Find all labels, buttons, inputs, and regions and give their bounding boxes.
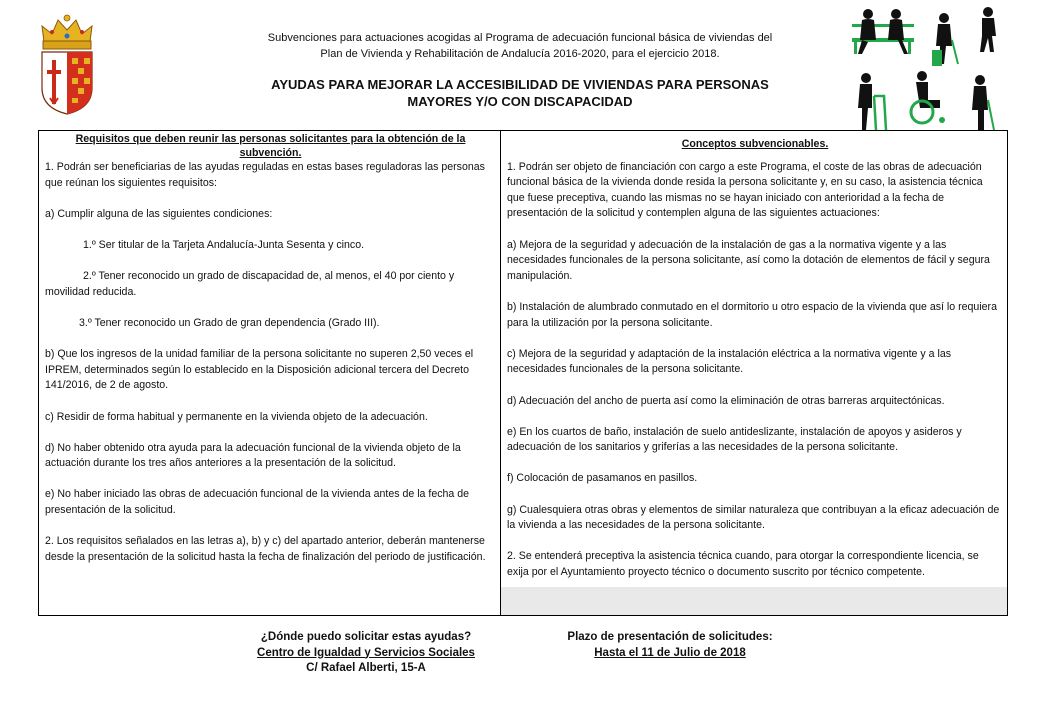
- municipal-crest-icon: [36, 12, 98, 116]
- title-line-1: AYUDAS PARA MEJORAR LA ACCESIBILIDAD DE VIVIENDAS PARA PERSONAS: [271, 77, 769, 92]
- title-line-2: MAYORES Y/O CON DISCAPACIDAD: [407, 94, 633, 109]
- subtitle-line-1: Subvenciones para actuaciones acogidas al Programa de adecuación funcional básica de viviendas del: [267, 32, 773, 44]
- concepto-e: e) En los cuartos de baño, instalación de suelo antideslizante, instalación de apoyos y asideros y adecuación de los sanitarios y griferías a las necesidades de la persona solicitante.: [507, 425, 962, 454]
- shaded-band: [501, 587, 1007, 615]
- subtitle-line-2: Plan de Vivienda y Rehabilitación de Andalucía 2016-2020, para el ejercicio 2018.: [320, 48, 720, 60]
- requisito-1: 1. Podrán ser beneficiarias de las ayudas reguladas en estas bases reguladoras las personas que reúnan los siguientes requisitos:: [45, 161, 485, 189]
- info-table: [38, 130, 1008, 616]
- requisitos-heading-line-2: subvención.: [239, 147, 302, 159]
- where-question: ¿Dónde puedo solicitar estas ayudas?: [260, 631, 472, 643]
- conceptos-heading: Conceptos subvencionables.: [681, 138, 829, 150]
- requisito-b: b) Que los ingresos de la unidad familiar de la persona solicitante no superen 2,50 veces el IPREM, determinados según lo establecido en la Disposición adicional tercera del Decreto 141/2016, de 2 de agosto.: [45, 348, 474, 392]
- requisito-d: d) No haber obtenido otra ayuda para la adecuación funcional de la vivienda objeto de la actuación durante los tres años anteriores a la presentación de la solicitud.: [45, 441, 461, 470]
- office-address: C/ Rafael Alberti, 15-A: [306, 662, 426, 674]
- page-title: [220, 76, 820, 110]
- requisito-e: e) No haber iniciado las obras de adecuación funcional de la vivienda antes de la fecha de presentación de la solicitud.: [45, 488, 470, 517]
- where-to-apply: [236, 630, 496, 677]
- requisito-a-1: 1.º Ser titular de la Tarjeta Andalucía-Junta Sesenta y cinco.: [83, 238, 365, 251]
- requisito-a-2: 2.º Tener reconocido un grado de discapacidad de, al menos, el 40 por ciento y movilidad reducida.: [45, 270, 455, 298]
- deadline-block: [550, 630, 790, 661]
- requisito-c: c) Residir de forma habitual y permanente en la vivienda objeto de la adecuación.: [45, 410, 428, 423]
- concepto-2: 2. Se entenderá preceptiva la asistencia técnica cuando, para otorgar la correspondiente licencia, se exija por el Ayuntamiento proyecto técnico o documento suscrito por técnico competente.: [507, 550, 979, 579]
- conceptos-column: [501, 131, 1007, 615]
- requisito-a: a) Cumplir alguna de las siguientes condiciones:: [45, 207, 273, 220]
- deadline-label: Plazo de presentación de solicitudes:: [567, 631, 773, 643]
- concepto-b: b) Instalación de alumbrado conmutado en el dormitorio u otro espacio de la vivienda que así lo requiera para la utilización por la persona solicitante.: [507, 300, 997, 329]
- concepto-a: a) Mejora de la seguridad y adecuación de la instalación de gas a la normativa vigente y a las necesidades funcionales de la persona solicitante, así como la dotación de elementos de fácil y segura manipulación.: [507, 238, 990, 282]
- requisitos-column: [39, 131, 501, 615]
- document-header: [220, 30, 820, 110]
- office-name: Centro de Igualdad y Servicios Sociales: [257, 646, 475, 659]
- concepto-f: f) Colocación de pasamanos en pasillos.: [507, 472, 698, 485]
- requisito-2: 2. Los requisitos señalados en las letras a), b) y c) del apartado anterior, deberán mantenerse desde la presentación de la solicitud hasta la fecha de finalización del periodo de justificación.: [45, 535, 486, 563]
- requisito-a-3: 3.º Tener reconocido un Grado de gran dependencia (Grado III).: [79, 316, 380, 329]
- concepto-g: g) Cualesquiera otras obras y elementos de similar naturaleza que contribuyan a la eficaz adecuación de la vivienda a las necesidades de la persona solicitante.: [507, 503, 1000, 532]
- concepto-d: d) Adecuación del ancho de puerta así como la eliminación de otras barreras arquitectónicas.: [507, 394, 945, 407]
- requisitos-heading-line-1: Requisitos que deben reunir las personas solicitantes para la obtención de la: [75, 133, 466, 145]
- elderly-disabled-people-icon: [848, 4, 1008, 132]
- concepto-1: 1. Podrán ser objeto de financiación con cargo a este Programa, el coste de las obras de adecuación funcional básica de la vivienda donde resida la persona solicitante y, en su caso, la asistencia técnica que fuese preceptiva, cuando las mismas no se hayan iniciado con anterioridad a la fecha de presentación de la solicitud y contemplen alguna de las siguientes actuaciones:: [507, 160, 983, 220]
- requisitos-heading: [45, 131, 496, 160]
- concepto-c: c) Mejora de la seguridad y adaptación de la instalación eléctrica a la normativa vigente y a las necesidades funcionales de la persona solicitante.: [507, 347, 952, 376]
- deadline-value: Hasta el 11 de Julio de 2018: [594, 646, 746, 659]
